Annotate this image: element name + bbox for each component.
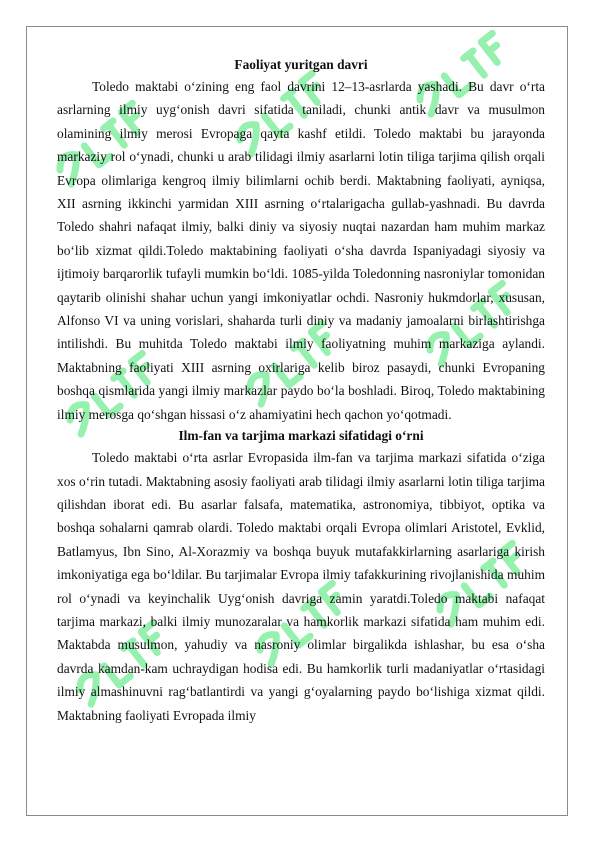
document-body — [57, 55, 545, 727]
section-heading-science-translation-center: Ilm-fan va tarjima markazi sifatidagi o‘rni — [178, 428, 424, 444]
section-heading-activity-period: Faoliyat yuritgan davri — [234, 57, 368, 72]
paragraph-science-translation-center: Toledo maktabi o‘rta asrlar Evropasida ilm-fan va tarjima markazi sifatida o‘ziga xos o‘rin tutadi. Maktabning asosiy faoliyati arab tilidagi ilmiy asarlarni lotin tiliga tarjima qilishdan iborat edi. Bu asarlar falsafa, matematika, astronomiya, tibbiyot, optika va boshqa sohalarni qamrab olardi. Toledo maktabi orqali Evropa olimlari Aristotel, Evklid, Batlamyus, Ibn Sino, Al-Xorazmiy va boshqa buyuk mutafakkirlarning asarlariga kirish imkoniyatiga ega bo‘ldilar. Bu tarjimalar Evropa ilmiy tafakkurining rivojlanishida muhim rol o‘ynadi va keyinchalik Uyg‘onish davriga zamin yaratdi.Toledo maktabi nafaqat tarjima markazi, balki ilmiy munozaralar va hamkorlik markazi sifatida ham muhim edi. Maktabda musulmon, yahudiy va nasroniy olimlar birgalikda ishlashar, bu esa o‘sha davrda kamdan-kam uchraydigan hodisa edi. Bu hamkorlik turli madaniyatlar o‘rtasidagi ilmiy almashinuvni rag‘batlantirdi va yangi g‘oyalarning paydo bo‘lishiga xizmat qildi. Maktabning faoliyati Evropada ilmiy — [57, 450, 545, 723]
paragraph-activity-period: Toledo maktabi o‘zining eng faol davrini 12–13-asrlarda yashadi. Bu davr o‘rta asrlarning ilmiy uyg‘onish davri sifatida taniladi, chunki antik davr va musulmon olamining ilmiy merosi Evropaga qayta kashf etildi. Toledo maktabi bu jarayonda markaziy rol o‘ynadi, chunki u arab tilidagi ilmiy asarlarni lotin tiliga tarjima qilish orqali Evropa olimlariga kengroq ilmiy bilimlarni ochib berdi. Maktabning faoliyati, ayniqsa, XII asrning ikkinchi yarmidan XIII asrning o‘rtalarigacha gullab-yashnadi. Bu davrda Toledo shahri nafaqat ilmiy, balki diniy va siyosiy nuqtai nazardan ham muhim markaz bo‘lib xizmat qildi.Toledo maktabining faoliyati o‘sha davrda Ispaniyadagi siyosiy va ijtimoiy barqarorlik tufayli mumkin bo‘ldi. 1085-yilda Toledonning nasroniylar tomonidan qaytarib olinishi shahar uchun yangi imkoniyatlar ochdi. Nasroniy hukmdorlar, xususan, Alfonso VI va uning vorislari, shaharda turli diniy va madaniy jamoalarni birlashtirishga intilishdi. Bu muhitda Toledo maktabi ilmiy faoliyatning muhim markaziga aylandi. Maktabning faoliyati XIII asrning oxirlariga kelib biroz pasaydi, chunki Evropaning boshqa qismlarida yangi ilmiy markazlar paydo bo‘la boshladi. Biroq, Toledo maktabining ilmiy merosga qo‘shgan hissasi o‘z ahamiyatini hech qachon yo‘qotmadi. — [57, 79, 545, 422]
